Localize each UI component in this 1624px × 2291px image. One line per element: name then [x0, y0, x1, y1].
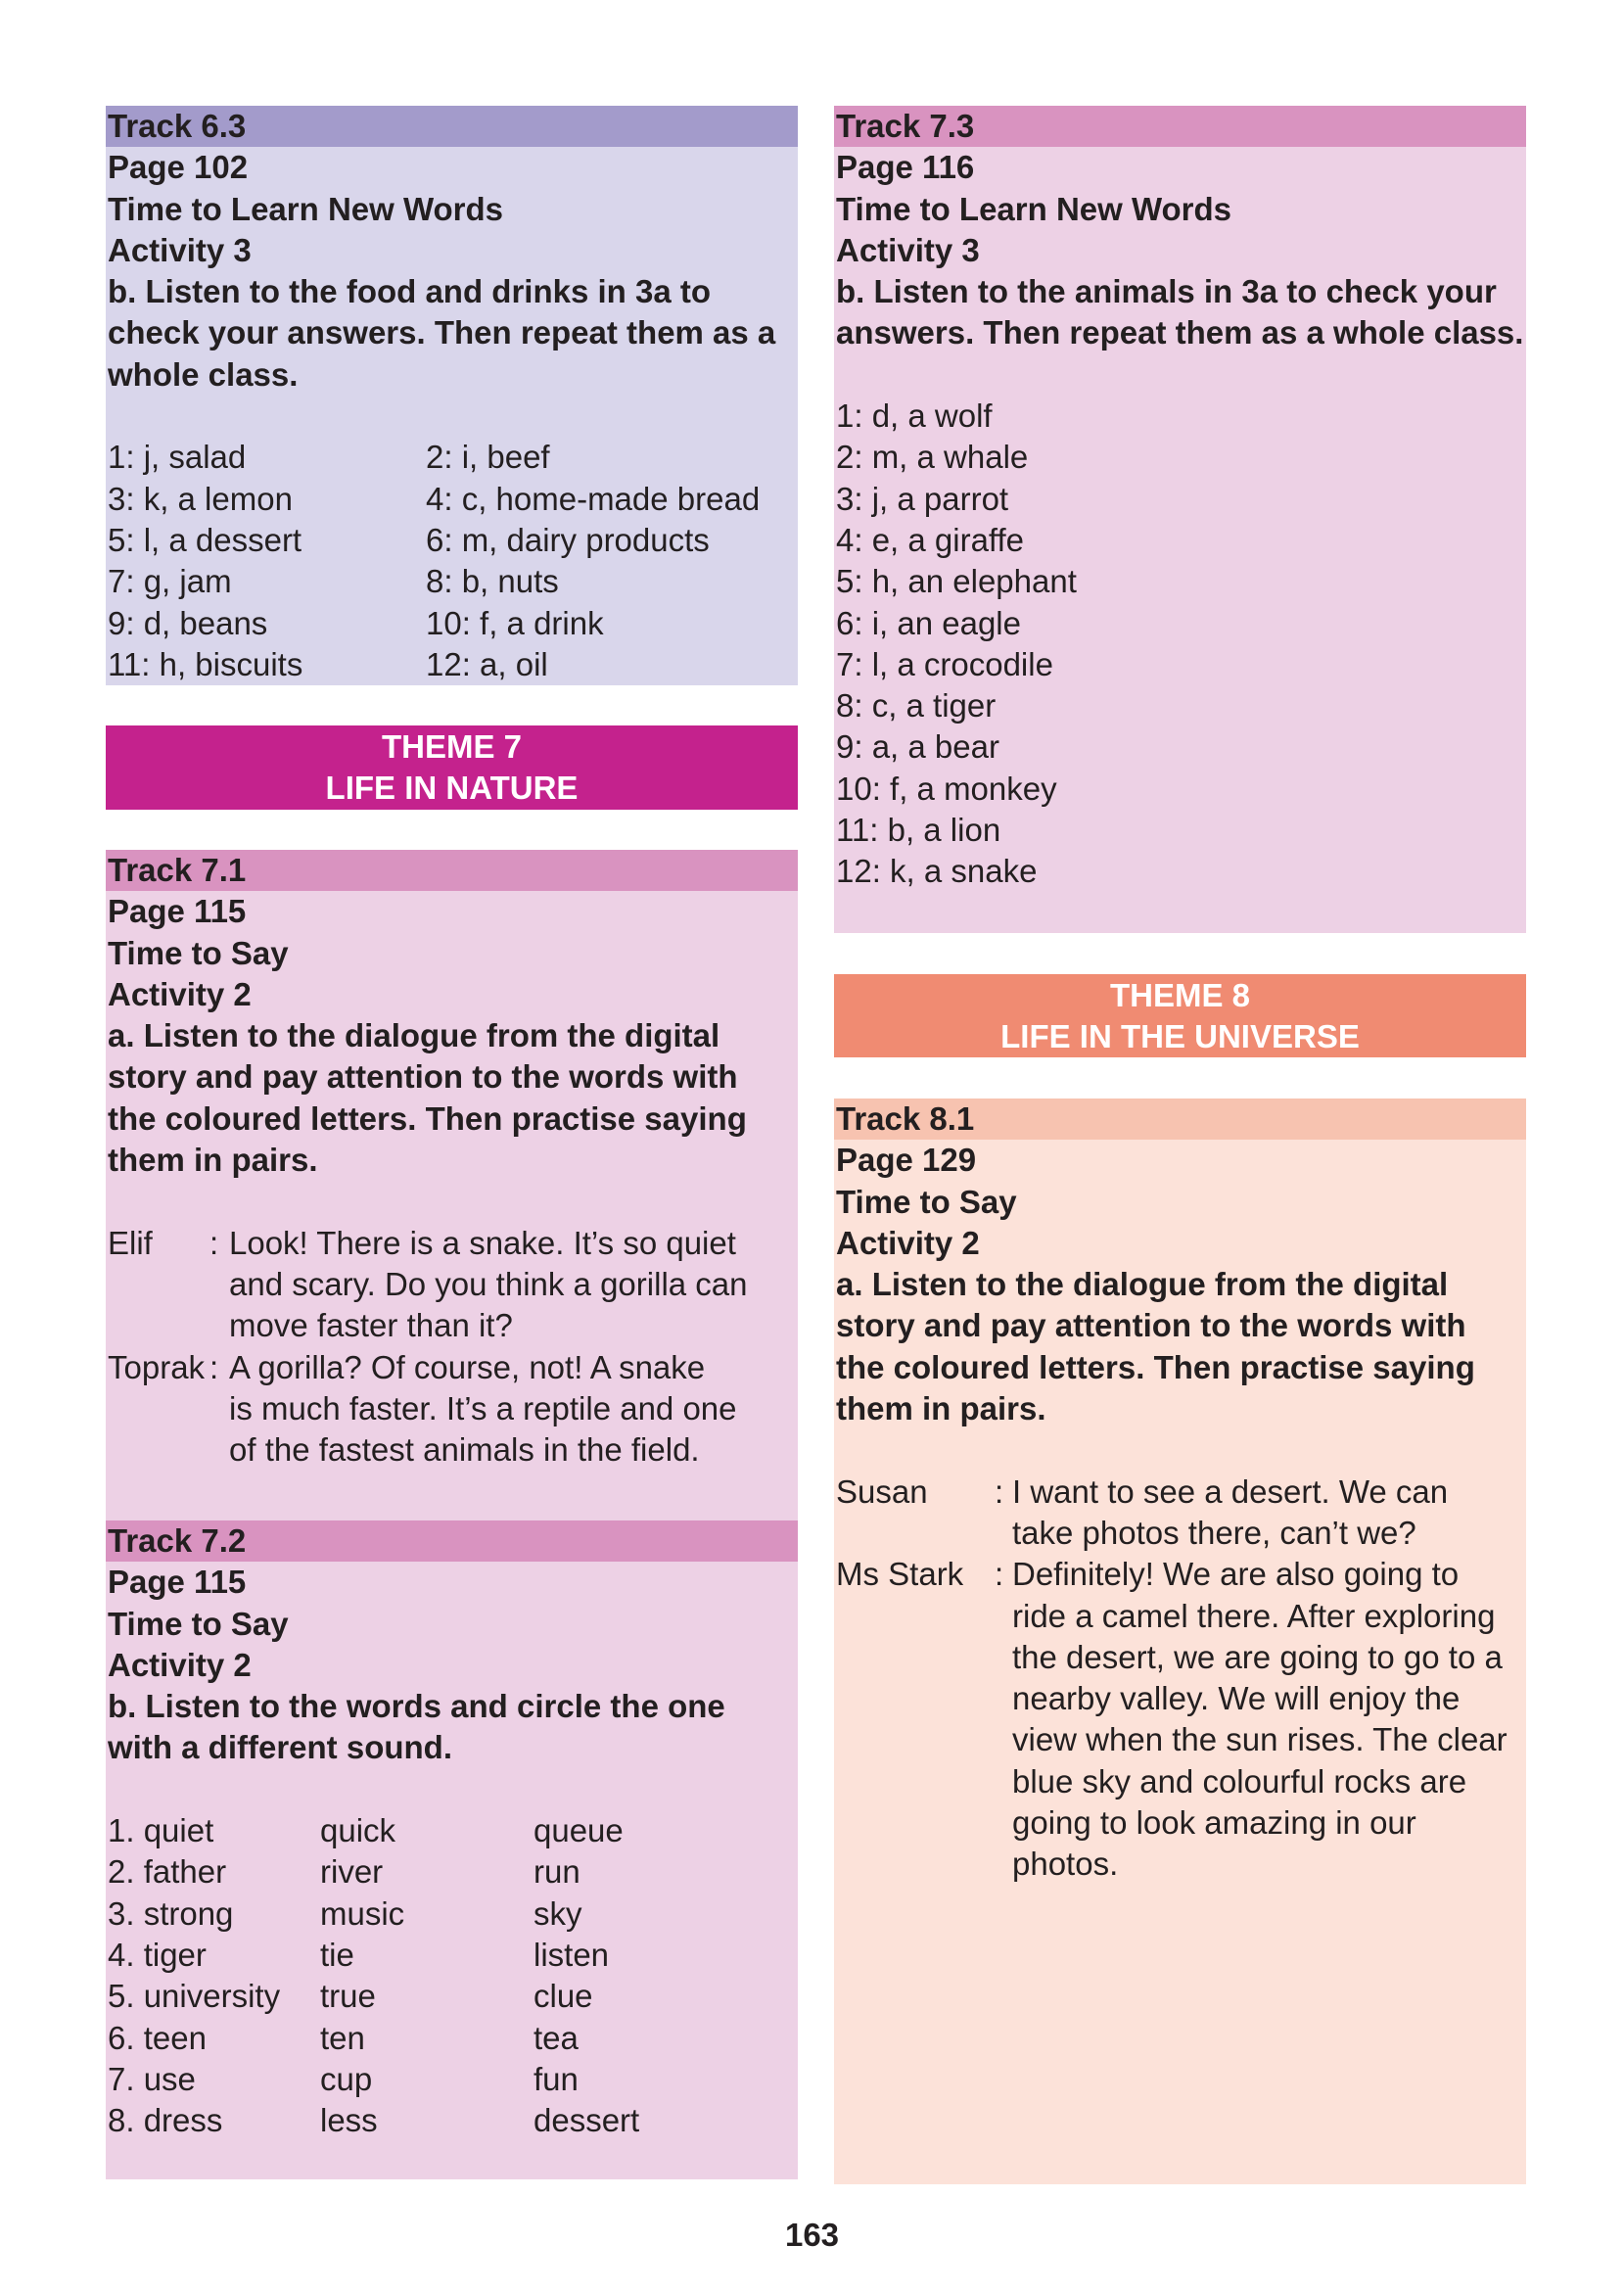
- dialogue-line: view when the sun rises. The clear: [1012, 1721, 1508, 1758]
- track-6-3-answer-list: [106, 437, 798, 685]
- track-7-3-answer-list: [834, 396, 1526, 893]
- track-7-2-instruction-line: with a different sound.: [108, 1729, 452, 1766]
- answer-item: 4: e, a giraffe: [836, 521, 1025, 558]
- answer-item: 1: j, salad: [108, 439, 247, 476]
- dialogue-line: A gorilla? Of course, not! A snake: [229, 1348, 706, 1385]
- track-6-3-section-title: Time to Learn New Words: [108, 190, 504, 227]
- answer-row: [106, 479, 798, 520]
- track-7-2-section-title: Time to Say: [108, 1605, 289, 1642]
- speaker-name: Susan: [836, 1473, 928, 1510]
- track-7-3-activity: Activity 3: [836, 231, 980, 268]
- speaker-separator: :: [995, 1556, 1004, 1593]
- word-cell: run: [534, 1853, 580, 1891]
- dialogue-entry: [834, 1554, 1526, 1885]
- word-cell: river: [320, 1853, 384, 1891]
- answer-item: 12: k, a snake: [836, 853, 1038, 890]
- dialogue-text: [1012, 1472, 1526, 1555]
- dialogue-entry: [106, 1223, 798, 1347]
- track-6-3-instruction-line: b. Listen to the food and drinks in 3a to: [108, 273, 712, 310]
- word-row: [106, 2059, 798, 2100]
- word-cell: 5. university: [108, 1978, 281, 2015]
- speaker-separator: :: [209, 1348, 219, 1385]
- track-7-1-header: Track 7.1: [106, 850, 798, 891]
- track-8-1-panel: [834, 1099, 1526, 2184]
- word-cell: 8. dress: [108, 2102, 223, 2139]
- dialogue-entry: [106, 1347, 798, 1472]
- answer-item: 11: h, biscuits: [108, 645, 303, 682]
- dialogue-line: of the fastest animals in the field.: [229, 1431, 700, 1469]
- track-6-3-page-ref: Page 102: [108, 149, 249, 186]
- track-7-3-page-ref: Page 116: [836, 149, 975, 186]
- track-7-2-instruction-line: b. Listen to the words and circle the one: [108, 1688, 725, 1725]
- track-7-1-instruction-line: a. Listen to the dialogue from the digital: [108, 1017, 720, 1054]
- answer-item: 6: i, an eagle: [836, 604, 1021, 641]
- word-cell: music: [320, 1894, 405, 1932]
- word-cell: tea: [534, 2019, 579, 2056]
- track-8-1-activity: Activity 2: [836, 1224, 980, 1261]
- track-7-1-activity: Activity 2: [108, 975, 252, 1012]
- dialogue-line: ride a camel there. After exploring: [1012, 1597, 1496, 1634]
- answer-item: 7: l, a crocodile: [836, 645, 1053, 682]
- answer-item: 8: b, nuts: [426, 563, 559, 600]
- track-7-3-panel: [834, 106, 1526, 933]
- dialogue-line: blue sky and colourful rocks are: [1012, 1762, 1467, 1800]
- word-cell: 7. use: [108, 2060, 196, 2097]
- track-8-1-instruction-line: story and pay attention to the words with: [836, 1307, 1466, 1344]
- word-row: [106, 1935, 798, 1976]
- track-6-3-activity: Activity 3: [108, 231, 252, 268]
- answer-item: 7: g, jam: [108, 563, 232, 600]
- dialogue-line: nearby valley. We will enjoy the: [1012, 1680, 1461, 1717]
- track-6-3-header: Track 6.3: [106, 106, 798, 147]
- word-row: [106, 1976, 798, 2017]
- theme-8-banner: [834, 974, 1526, 1057]
- dialogue-line: going to look amazing in our: [1012, 1804, 1416, 1842]
- answer-item: 1: d, a wolf: [836, 397, 993, 435]
- answer-item: 10: f, a drink: [426, 604, 604, 641]
- word-cell: 4. tiger: [108, 1936, 207, 1973]
- track-6-3-instruction-line: check your answers. Then repeat them as a: [108, 314, 776, 351]
- speaker-separator: :: [995, 1473, 1004, 1510]
- answer-item: 5: l, a dessert: [108, 521, 302, 558]
- dialogue-line: the desert, we are going to go to a: [1012, 1638, 1503, 1675]
- track-8-1-instruction-line: a. Listen to the dialogue from the digital: [836, 1266, 1449, 1303]
- theme-7-banner: [106, 725, 798, 810]
- track-7-2-activity: Activity 2: [108, 1646, 252, 1683]
- speaker-separator: :: [209, 1224, 219, 1261]
- dialogue-line: and scary. Do you think a gorilla can: [229, 1265, 748, 1302]
- dialogue-line: Definitely! We are also going to: [1012, 1556, 1460, 1593]
- track-7-2-section: [106, 1520, 798, 2141]
- dialogue-line: is much faster. It’s a reptile and one: [229, 1389, 737, 1426]
- page-number: 163: [784, 2217, 840, 2253]
- word-cell: 3. strong: [108, 1894, 234, 1932]
- track-8-1-header: Track 8.1: [834, 1099, 1526, 1140]
- word-cell: clue: [534, 1978, 593, 2015]
- word-cell: sky: [534, 1894, 582, 1932]
- dialogue-line: move faster than it?: [229, 1307, 513, 1344]
- dialogue-line: Look! There is a snake. It’s so quiet: [229, 1224, 736, 1261]
- answer-item: 10: f, a monkey: [836, 770, 1057, 807]
- answer-item: 5: h, an elephant: [836, 563, 1077, 600]
- word-row: [106, 2100, 798, 2141]
- spacer: [106, 1181, 798, 1222]
- track-7-3-instruction-line: b. Listen to the animals in 3a to check your: [836, 273, 1497, 310]
- track-7-3-section-title: Time to Learn New Words: [836, 190, 1232, 227]
- track-7-2-header: Track 7.2: [106, 1520, 798, 1562]
- answer-item: 2: i, beef: [426, 439, 550, 476]
- spacer: [106, 396, 798, 437]
- track-7-left-panel: [106, 850, 798, 2179]
- track-8-1-page-ref: Page 129: [836, 1142, 977, 1179]
- word-cell: ten: [320, 2019, 365, 2056]
- theme-8-label: THEME 8: [1109, 977, 1251, 1013]
- track-8-1-section-title: Time to Say: [836, 1183, 1017, 1220]
- word-row: [106, 1851, 798, 1893]
- word-cell: listen: [534, 1936, 610, 1973]
- word-row: [106, 1894, 798, 1935]
- answer-item: 9: a, a bear: [836, 728, 999, 766]
- answer-item: 4: c, home-made bread: [426, 480, 761, 517]
- answer-row: [106, 437, 798, 478]
- word-cell: 2. father: [108, 1853, 227, 1891]
- spacer: [834, 354, 1526, 396]
- track-6-3-instruction-line: whole class.: [108, 355, 299, 393]
- track-7-1-instruction-line: the coloured letters. Then practise saying: [108, 1099, 747, 1137]
- answer-row: [106, 644, 798, 685]
- dialogue-line: photos.: [1012, 1846, 1119, 1883]
- speaker-name: Elif: [108, 1224, 153, 1261]
- word-cell: dessert: [534, 2102, 640, 2139]
- answer-item: 3: k, a lemon: [108, 480, 293, 517]
- track-6-3-panel: [106, 106, 798, 685]
- answer-item: 3: j, a parrot: [836, 480, 1009, 517]
- track-8-1-instruction-line: them in pairs.: [836, 1390, 1046, 1427]
- dialogue-line: take photos there, can’t we?: [1012, 1514, 1416, 1551]
- word-cell: queue: [534, 1812, 624, 1849]
- track-7-1-instruction-line: story and pay attention to the words with: [108, 1058, 738, 1096]
- track-7-1-section-title: Time to Say: [108, 934, 289, 971]
- word-cell: cup: [320, 2060, 373, 2097]
- answer-item: 11: b, a lion: [836, 812, 1001, 849]
- track-7-3-header: Track 7.3: [834, 106, 1526, 147]
- spacer: [106, 1769, 798, 1810]
- track-7-3-instruction-line: answers. Then repeat them as a whole class.: [836, 314, 1524, 351]
- answer-row: [106, 603, 798, 644]
- track-7-2-page-ref: Page 115: [108, 1564, 247, 1601]
- dialogue-line: I want to see a desert. We can: [1012, 1473, 1449, 1510]
- track-7-1-section: [106, 850, 798, 1471]
- dialogue-entry: [834, 1472, 1526, 1555]
- dialogue-text: [1012, 1554, 1526, 1885]
- word-cell: 1. quiet: [108, 1812, 214, 1849]
- answer-item: 9: d, beans: [108, 604, 268, 641]
- theme-8-title: LIFE IN THE UNIVERSE: [1000, 1018, 1360, 1055]
- word-row: [106, 2018, 798, 2059]
- answer-row: [106, 561, 798, 602]
- word-cell: less: [320, 2102, 378, 2139]
- theme-7-label: THEME 7: [381, 728, 523, 765]
- answer-item: 6: m, dairy products: [426, 521, 710, 558]
- dialogue-text: [229, 1223, 798, 1347]
- word-cell: fun: [534, 2060, 579, 2097]
- answer-item: 2: m, a whale: [836, 439, 1029, 476]
- word-row: [106, 1810, 798, 1851]
- word-cell: tie: [320, 1936, 354, 1973]
- word-table: [106, 1810, 798, 2141]
- spacer: [834, 1429, 1526, 1471]
- dialogue-text: [229, 1347, 798, 1472]
- answer-item: 12: a, oil: [426, 645, 548, 682]
- word-cell: 6. teen: [108, 2019, 207, 2056]
- word-cell: quick: [320, 1812, 396, 1849]
- speaker-name: Toprak: [108, 1348, 206, 1385]
- track-8-1-instruction-line: the coloured letters. Then practise saying: [836, 1348, 1475, 1385]
- answer-item: 8: c, a tiger: [836, 687, 997, 725]
- speaker-name: Ms Stark: [836, 1556, 964, 1593]
- theme-7-title: LIFE IN NATURE: [325, 770, 579, 807]
- track-7-1-page-ref: Page 115: [108, 893, 247, 930]
- word-cell: true: [320, 1978, 376, 2015]
- answer-row: [106, 520, 798, 561]
- track-7-1-instruction-line: them in pairs.: [108, 1142, 318, 1179]
